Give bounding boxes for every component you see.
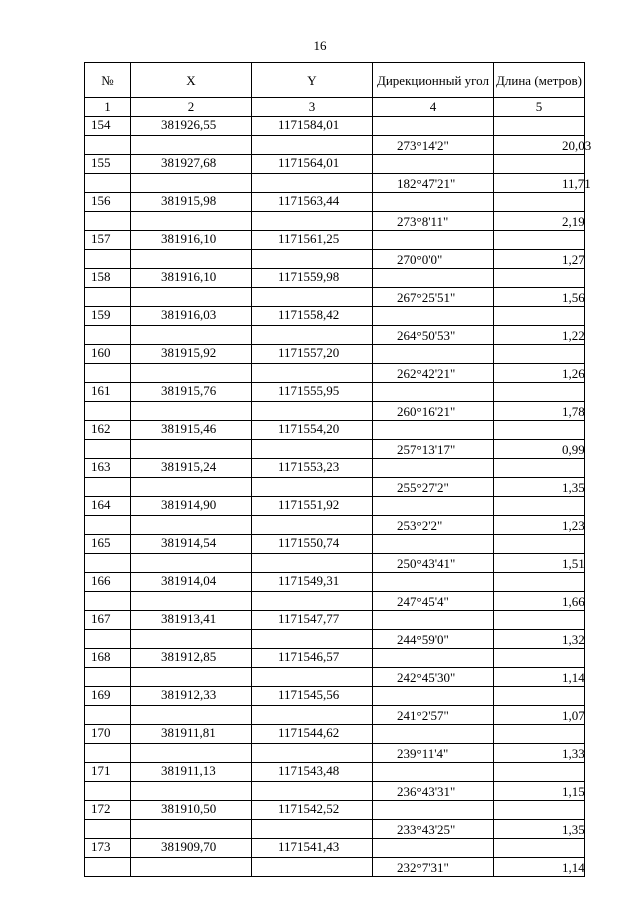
x-coordinate: 381911,13 — [131, 763, 252, 782]
empty-cell — [494, 383, 585, 402]
empty-cell — [494, 421, 585, 440]
empty-cell — [373, 839, 494, 858]
empty-cell — [85, 136, 131, 155]
x-coordinate: 381915,92 — [131, 345, 252, 364]
empty-cell — [494, 649, 585, 668]
point-number: 171 — [85, 763, 131, 782]
empty-cell — [373, 573, 494, 592]
empty-cell — [131, 744, 252, 763]
empty-cell — [252, 592, 373, 611]
x-coordinate: 381915,24 — [131, 459, 252, 478]
segment-length: 1,27 — [494, 250, 585, 269]
header-row — [85, 63, 585, 98]
empty-cell — [252, 630, 373, 649]
y-coordinate: 1171542,52 — [252, 801, 373, 820]
direction-angle: 239°11'4" — [373, 744, 494, 763]
y-coordinate: 1171550,74 — [252, 535, 373, 554]
y-coordinate: 1171558,42 — [252, 307, 373, 326]
x-coordinate: 381916,10 — [131, 269, 252, 288]
empty-cell — [85, 554, 131, 573]
empty-cell — [252, 174, 373, 193]
point-number: 168 — [85, 649, 131, 668]
empty-cell — [85, 326, 131, 345]
direction-angle: 233°43'25" — [373, 820, 494, 839]
empty-cell — [373, 459, 494, 478]
point-number: 169 — [85, 687, 131, 706]
segment-length: 1,14 — [494, 668, 585, 687]
direction-angle: 257°13'17" — [373, 440, 494, 459]
empty-cell — [494, 307, 585, 326]
y-coordinate: 1171541,43 — [252, 839, 373, 858]
coordinates-table — [84, 62, 592, 877]
segment-row — [85, 212, 585, 231]
segment-row — [85, 820, 585, 839]
empty-cell — [373, 763, 494, 782]
point-row — [85, 155, 585, 174]
point-row — [85, 345, 585, 364]
x-coordinate: 381926,55 — [131, 117, 252, 136]
x-coordinate: 381912,85 — [131, 649, 252, 668]
x-coordinate: 381914,90 — [131, 497, 252, 516]
empty-cell — [85, 858, 131, 877]
segment-row — [85, 440, 585, 459]
empty-cell — [131, 516, 252, 535]
segment-length: 1,66 — [494, 592, 585, 611]
point-number: 164 — [85, 497, 131, 516]
empty-cell — [131, 402, 252, 421]
y-coordinate: 1171546,57 — [252, 649, 373, 668]
y-coordinate: 1171551,92 — [252, 497, 373, 516]
segment-length: 1,33 — [494, 744, 585, 763]
y-coordinate: 1171554,20 — [252, 421, 373, 440]
y-coordinate: 1171544,62 — [252, 725, 373, 744]
y-coordinate: 1171559,98 — [252, 269, 373, 288]
segment-length: 1,51 — [494, 554, 585, 573]
point-number: 156 — [85, 193, 131, 212]
point-number: 165 — [85, 535, 131, 554]
empty-cell — [131, 478, 252, 497]
empty-cell — [494, 611, 585, 630]
point-row — [85, 269, 585, 288]
empty-cell — [252, 440, 373, 459]
direction-angle: 273°8'11" — [373, 212, 494, 231]
header-direction-angle: Дирекционный угол — [373, 63, 494, 98]
empty-cell — [252, 250, 373, 269]
empty-cell — [85, 478, 131, 497]
direction-angle: 273°14'2" — [373, 136, 494, 155]
segment-row — [85, 782, 585, 801]
empty-cell — [373, 801, 494, 820]
y-coordinate: 1171563,44 — [252, 193, 373, 212]
segment-row — [85, 250, 585, 269]
empty-cell — [252, 136, 373, 155]
empty-cell — [494, 839, 585, 858]
empty-cell — [85, 402, 131, 421]
direction-angle: 270°0'0" — [373, 250, 494, 269]
direction-angle: 247°45'4" — [373, 592, 494, 611]
empty-cell — [131, 440, 252, 459]
segment-row — [85, 136, 585, 155]
empty-cell — [494, 687, 585, 706]
segment-length: 11,71 — [494, 174, 585, 193]
point-number: 166 — [85, 573, 131, 592]
segment-length: 1,07 — [494, 706, 585, 725]
segment-length: 1,15 — [494, 782, 585, 801]
segment-length: 1,23 — [494, 516, 585, 535]
empty-cell — [373, 117, 494, 136]
segment-length: 1,35 — [494, 820, 585, 839]
empty-cell — [373, 497, 494, 516]
empty-cell — [494, 269, 585, 288]
segment-row — [85, 554, 585, 573]
header-number: № — [85, 63, 131, 98]
point-number: 157 — [85, 231, 131, 250]
segment-row — [85, 402, 585, 421]
point-row — [85, 383, 585, 402]
segment-row — [85, 364, 585, 383]
empty-cell — [373, 421, 494, 440]
point-number: 155 — [85, 155, 131, 174]
x-coordinate: 381916,10 — [131, 231, 252, 250]
x-coordinate: 381915,76 — [131, 383, 252, 402]
empty-cell — [373, 535, 494, 554]
table-body — [85, 117, 592, 877]
x-coordinate: 381915,98 — [131, 193, 252, 212]
x-coordinate: 381915,46 — [131, 421, 252, 440]
direction-angle: 241°2'57" — [373, 706, 494, 725]
empty-cell — [252, 782, 373, 801]
direction-angle: 255°27'2" — [373, 478, 494, 497]
empty-cell — [131, 820, 252, 839]
column-number: 1 — [85, 98, 131, 117]
empty-cell — [131, 782, 252, 801]
segment-row — [85, 592, 585, 611]
point-number: 154 — [85, 117, 131, 136]
y-coordinate: 1171549,31 — [252, 573, 373, 592]
empty-cell — [131, 668, 252, 687]
point-row — [85, 535, 585, 554]
empty-cell — [85, 630, 131, 649]
empty-cell — [85, 516, 131, 535]
direction-angle: 260°16'21" — [373, 402, 494, 421]
empty-cell — [494, 801, 585, 820]
empty-cell — [85, 820, 131, 839]
empty-cell — [494, 345, 585, 364]
point-row — [85, 649, 585, 668]
empty-cell — [252, 288, 373, 307]
page-number: 16 — [313, 38, 327, 53]
y-coordinate: 1171545,56 — [252, 687, 373, 706]
segment-row — [85, 630, 585, 649]
point-row — [85, 573, 585, 592]
empty-cell — [85, 440, 131, 459]
direction-angle: 244°59'0" — [373, 630, 494, 649]
empty-cell — [494, 459, 585, 478]
empty-cell — [252, 858, 373, 877]
y-coordinate: 1171555,95 — [252, 383, 373, 402]
segment-length: 1,14 — [494, 858, 585, 877]
empty-cell — [85, 744, 131, 763]
point-number: 167 — [85, 611, 131, 630]
point-number: 170 — [85, 725, 131, 744]
x-coordinate: 381911,81 — [131, 725, 252, 744]
empty-cell — [252, 820, 373, 839]
empty-cell — [373, 345, 494, 364]
column-number: 4 — [373, 98, 494, 117]
empty-cell — [131, 364, 252, 383]
segment-row — [85, 478, 585, 497]
empty-cell — [85, 250, 131, 269]
empty-cell — [131, 250, 252, 269]
y-coordinate: 1171547,77 — [252, 611, 373, 630]
empty-cell — [373, 231, 494, 250]
segment-length: 1,26 — [494, 364, 585, 383]
empty-cell — [252, 706, 373, 725]
direction-angle: 250°43'41" — [373, 554, 494, 573]
empty-cell — [373, 307, 494, 326]
empty-cell — [494, 193, 585, 212]
empty-cell — [252, 402, 373, 421]
empty-cell — [373, 269, 494, 288]
empty-cell — [373, 611, 494, 630]
empty-cell — [494, 763, 585, 782]
direction-angle: 232°7'31" — [373, 858, 494, 877]
empty-cell — [85, 706, 131, 725]
direction-angle: 236°43'31" — [373, 782, 494, 801]
empty-cell — [494, 535, 585, 554]
direction-angle: 182°47'21" — [373, 174, 494, 193]
empty-cell — [252, 364, 373, 383]
empty-cell — [494, 725, 585, 744]
direction-angle: 264°50'53" — [373, 326, 494, 345]
empty-cell — [131, 212, 252, 231]
empty-cell — [131, 554, 252, 573]
segment-length: 1,56 — [494, 288, 585, 307]
direction-angle: 262°42'21" — [373, 364, 494, 383]
empty-cell — [252, 478, 373, 497]
empty-cell — [373, 649, 494, 668]
segment-row — [85, 706, 585, 725]
segment-length: 1,78 — [494, 402, 585, 421]
segment-length: 1,22 — [494, 326, 585, 345]
point-number: 163 — [85, 459, 131, 478]
empty-cell — [131, 136, 252, 155]
column-number: 2 — [131, 98, 252, 117]
empty-cell — [373, 193, 494, 212]
empty-cell — [494, 573, 585, 592]
point-number: 159 — [85, 307, 131, 326]
point-row — [85, 839, 585, 858]
header-y: Y — [252, 63, 373, 98]
empty-cell — [373, 383, 494, 402]
x-coordinate: 381914,04 — [131, 573, 252, 592]
empty-cell — [373, 155, 494, 174]
point-row — [85, 307, 585, 326]
y-coordinate: 1171561,25 — [252, 231, 373, 250]
segment-length: 20,03 — [494, 136, 585, 155]
point-row — [85, 687, 585, 706]
empty-cell — [494, 231, 585, 250]
direction-angle: 253°2'2" — [373, 516, 494, 535]
point-number: 173 — [85, 839, 131, 858]
empty-cell — [494, 497, 585, 516]
x-coordinate: 381912,33 — [131, 687, 252, 706]
empty-cell — [131, 706, 252, 725]
x-coordinate: 381914,54 — [131, 535, 252, 554]
empty-cell — [252, 554, 373, 573]
empty-cell — [85, 212, 131, 231]
point-row — [85, 459, 585, 478]
direction-angle: 242°45'30" — [373, 668, 494, 687]
empty-cell — [131, 858, 252, 877]
x-coordinate: 381909,70 — [131, 839, 252, 858]
point-row — [85, 231, 585, 250]
y-coordinate: 1171564,01 — [252, 155, 373, 174]
point-row — [85, 725, 585, 744]
y-coordinate: 1171553,23 — [252, 459, 373, 478]
y-coordinate: 1171584,01 — [252, 117, 373, 136]
segment-row — [85, 288, 585, 307]
point-number: 158 — [85, 269, 131, 288]
empty-cell — [85, 782, 131, 801]
segment-length: 2,19 — [494, 212, 585, 231]
x-coordinate: 381916,03 — [131, 307, 252, 326]
point-number: 160 — [85, 345, 131, 364]
segment-row — [85, 858, 585, 877]
segment-row — [85, 668, 585, 687]
segment-row — [85, 744, 585, 763]
empty-cell — [373, 687, 494, 706]
empty-cell — [131, 288, 252, 307]
empty-cell — [85, 174, 131, 193]
point-number: 172 — [85, 801, 131, 820]
column-number-row — [85, 98, 585, 117]
y-coordinate: 1171543,48 — [252, 763, 373, 782]
column-number: 3 — [252, 98, 373, 117]
empty-cell — [131, 592, 252, 611]
empty-cell — [85, 668, 131, 687]
empty-cell — [252, 326, 373, 345]
empty-cell — [131, 174, 252, 193]
segment-row — [85, 516, 585, 535]
point-row — [85, 611, 585, 630]
column-number: 5 — [494, 98, 585, 117]
point-number: 161 — [85, 383, 131, 402]
point-number: 162 — [85, 421, 131, 440]
empty-cell — [252, 212, 373, 231]
empty-cell — [131, 326, 252, 345]
empty-cell — [85, 364, 131, 383]
x-coordinate: 381913,41 — [131, 611, 252, 630]
segment-row — [85, 174, 585, 193]
header-length: Длина (метров) — [494, 63, 585, 98]
empty-cell — [85, 288, 131, 307]
empty-cell — [373, 725, 494, 744]
empty-cell — [494, 117, 585, 136]
point-row — [85, 801, 585, 820]
x-coordinate: 381910,50 — [131, 801, 252, 820]
empty-cell — [252, 668, 373, 687]
segment-row — [85, 326, 585, 345]
empty-cell — [131, 630, 252, 649]
empty-cell — [252, 516, 373, 535]
direction-angle: 267°25'51" — [373, 288, 494, 307]
segment-length: 0,99 — [494, 440, 585, 459]
y-coordinate: 1171557,20 — [252, 345, 373, 364]
point-row — [85, 193, 585, 212]
point-row — [85, 763, 585, 782]
header-x: X — [131, 63, 252, 98]
segment-length: 1,32 — [494, 630, 585, 649]
point-row — [85, 421, 585, 440]
segment-length: 1,35 — [494, 478, 585, 497]
point-row — [85, 117, 585, 136]
empty-cell — [252, 744, 373, 763]
empty-cell — [494, 155, 585, 174]
x-coordinate: 381927,68 — [131, 155, 252, 174]
point-row — [85, 497, 585, 516]
empty-cell — [85, 592, 131, 611]
